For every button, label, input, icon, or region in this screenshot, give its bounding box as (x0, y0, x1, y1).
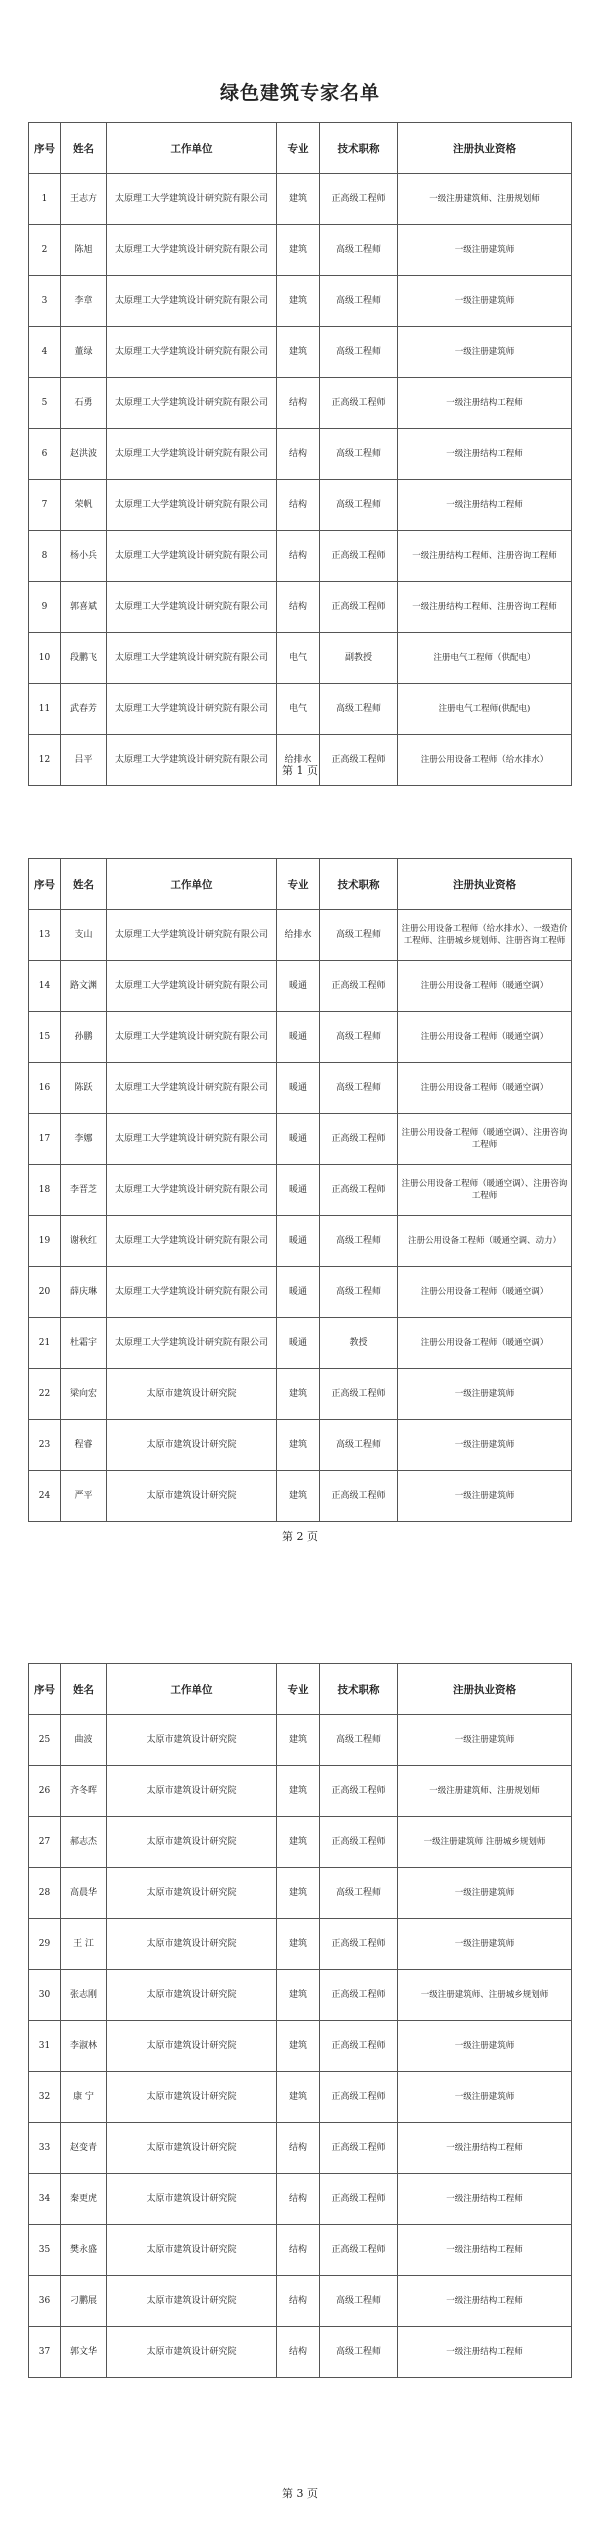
header-row (29, 123, 572, 174)
unit-cell: 太原理工大学建筑设计研究院有限公司 (107, 633, 277, 684)
title-cell: 正高级工程师 (320, 1369, 398, 1420)
table-row (29, 1165, 572, 1216)
title-cell: 正高级工程师 (320, 1114, 398, 1165)
title-cell: 高级工程师 (320, 2276, 398, 2327)
unit-cell: 太原理工大学建筑设计研究院有限公司 (107, 174, 277, 225)
major-cell: 暖通 (277, 1012, 320, 1063)
qualification-cell: 注册公用设备工程师（暖通空调） (398, 1318, 572, 1369)
name-cell: 郭喜斌 (61, 582, 107, 633)
title-cell: 高级工程师 (320, 225, 398, 276)
seq-cell: 8 (29, 531, 61, 582)
name-cell: 曲波 (61, 1715, 107, 1766)
unit-cell: 太原市建筑设计研究院 (107, 1868, 277, 1919)
seq-cell: 18 (29, 1165, 61, 1216)
title-cell: 正高级工程师 (320, 1817, 398, 1868)
document-title: 绿色建筑专家名单 (219, 82, 380, 104)
qualification-cell: 注册公用设备工程师（暖通空调） (398, 1267, 572, 1318)
major-cell: 结构 (277, 582, 320, 633)
header-col-qualification: 注册执业资格 (398, 1664, 572, 1715)
qualification-cell: 一级注册结构工程师 (398, 480, 572, 531)
major-cell: 暖通 (277, 1267, 320, 1318)
seq-cell: 4 (29, 327, 61, 378)
unit-cell: 太原理工大学建筑设计研究院有限公司 (107, 276, 277, 327)
name-cell: 赵变青 (61, 2123, 107, 2174)
title-cell: 高级工程师 (320, 429, 398, 480)
header-col-seq: 序号 (29, 1664, 61, 1715)
table-row (29, 1817, 572, 1868)
name-cell: 李章 (61, 276, 107, 327)
name-cell: 李晋芝 (61, 1165, 107, 1216)
unit-cell: 太原理工大学建筑设计研究院有限公司 (107, 910, 277, 961)
header-col-name: 姓名 (61, 1664, 107, 1715)
seq-cell: 12 (29, 735, 61, 786)
qualification-cell: 一级注册建筑师 (398, 2072, 572, 2123)
major-cell: 建筑 (277, 276, 320, 327)
name-cell: 武春芳 (61, 684, 107, 735)
table-row (29, 1715, 572, 1766)
major-cell: 结构 (277, 531, 320, 582)
header-col-major: 专业 (277, 1664, 320, 1715)
unit-cell: 太原理工大学建筑设计研究院有限公司 (107, 1012, 277, 1063)
title-cell: 正高级工程师 (320, 1919, 398, 1970)
qualification-cell: 一级注册结构工程师 (398, 2225, 572, 2276)
qualification-cell: 一级注册结构工程师 (398, 2327, 572, 2378)
page-number-1: 第 1 页 (282, 764, 318, 777)
seq-cell: 7 (29, 480, 61, 531)
name-cell: 董绿 (61, 327, 107, 378)
expert-table-page-3 (28, 1663, 572, 2378)
name-cell: 路文渊 (61, 961, 107, 1012)
qualification-cell: 一级注册建筑师 (398, 2021, 572, 2072)
major-cell: 建筑 (277, 1868, 320, 1919)
unit-cell: 太原理工大学建筑设计研究院有限公司 (107, 429, 277, 480)
major-cell: 建筑 (277, 225, 320, 276)
qualification-cell: 注册公用设备工程师（给水排水）、一级造价工程师、注册城乡规划师、注册咨询工程师 (398, 910, 572, 961)
table-row (29, 480, 572, 531)
table-row (29, 1766, 572, 1817)
seq-cell: 24 (29, 1471, 61, 1522)
header-col-major: 专业 (277, 859, 320, 910)
table-row (29, 2327, 572, 2378)
seq-cell: 17 (29, 1114, 61, 1165)
name-cell: 段鹏飞 (61, 633, 107, 684)
major-cell: 建筑 (277, 1420, 320, 1471)
qualification-cell: 一级注册结构工程师 (398, 2276, 572, 2327)
seq-cell: 3 (29, 276, 61, 327)
table-row (29, 1012, 572, 1063)
table-row (29, 1919, 572, 1970)
major-cell: 建筑 (277, 1471, 320, 1522)
table-row (29, 1970, 572, 2021)
unit-cell: 太原理工大学建筑设计研究院有限公司 (107, 735, 277, 786)
title-cell: 高级工程师 (320, 1715, 398, 1766)
qualification-cell: 一级注册建筑师、注册城乡规划师 (398, 1970, 572, 2021)
name-cell: 吕平 (61, 735, 107, 786)
name-cell: 梁向宏 (61, 1369, 107, 1420)
qualification-cell: 一级注册建筑师 (398, 1715, 572, 1766)
name-cell: 谢秋红 (61, 1216, 107, 1267)
major-cell: 暖通 (277, 1216, 320, 1267)
unit-cell: 太原市建筑设计研究院 (107, 1420, 277, 1471)
table-row (29, 276, 572, 327)
title-cell: 正高级工程师 (320, 582, 398, 633)
table-row (29, 2276, 572, 2327)
major-cell: 暖通 (277, 1318, 320, 1369)
table-row (29, 1369, 572, 1420)
table-row (29, 1420, 572, 1471)
major-cell: 建筑 (277, 1715, 320, 1766)
title-cell: 高级工程师 (320, 1216, 398, 1267)
qualification-cell: 一级注册结构工程师 (398, 429, 572, 480)
seq-cell: 35 (29, 2225, 61, 2276)
header-col-qualification: 注册执业资格 (398, 859, 572, 910)
unit-cell: 太原理工大学建筑设计研究院有限公司 (107, 1216, 277, 1267)
major-cell: 结构 (277, 480, 320, 531)
qualification-cell: 注册电气工程师（供配电） (398, 633, 572, 684)
header-col-unit: 工作单位 (107, 1664, 277, 1715)
seq-cell: 36 (29, 2276, 61, 2327)
seq-cell: 11 (29, 684, 61, 735)
name-cell: 齐冬晖 (61, 1766, 107, 1817)
name-cell: 王 江 (61, 1919, 107, 1970)
seq-cell: 19 (29, 1216, 61, 1267)
name-cell: 陈跃 (61, 1063, 107, 1114)
major-cell: 暖通 (277, 1114, 320, 1165)
major-cell: 给排水 (277, 735, 320, 786)
unit-cell: 太原市建筑设计研究院 (107, 2123, 277, 2174)
qualification-cell: 一级注册建筑师 (398, 1868, 572, 1919)
expert-table-page-1 (28, 122, 572, 786)
table-row (29, 174, 572, 225)
title-cell: 正高级工程师 (320, 531, 398, 582)
table-row (29, 582, 572, 633)
header-row (29, 859, 572, 910)
major-cell: 建筑 (277, 1919, 320, 1970)
unit-cell: 太原市建筑设计研究院 (107, 1471, 277, 1522)
header-col-name: 姓名 (61, 123, 107, 174)
major-cell: 电气 (277, 684, 320, 735)
seq-cell: 2 (29, 225, 61, 276)
seq-cell: 37 (29, 2327, 61, 2378)
name-cell: 石勇 (61, 378, 107, 429)
name-cell: 薛庆琳 (61, 1267, 107, 1318)
seq-cell: 29 (29, 1919, 61, 1970)
qualification-cell: 注册公用设备工程师（暖通空调） (398, 1063, 572, 1114)
table-row (29, 2021, 572, 2072)
seq-cell: 28 (29, 1868, 61, 1919)
major-cell: 结构 (277, 2225, 320, 2276)
qualification-cell: 一级注册结构工程师、注册咨询工程师 (398, 531, 572, 582)
name-cell: 郭文华 (61, 2327, 107, 2378)
name-cell: 樊永盛 (61, 2225, 107, 2276)
table-row (29, 2072, 572, 2123)
major-cell: 建筑 (277, 1817, 320, 1868)
qualification-cell: 一级注册建筑师、注册规划师 (398, 1766, 572, 1817)
title-cell: 正高级工程师 (320, 2021, 398, 2072)
title-cell: 高级工程师 (320, 1267, 398, 1318)
major-cell: 建筑 (277, 1369, 320, 1420)
major-cell: 结构 (277, 2123, 320, 2174)
seq-cell: 25 (29, 1715, 61, 1766)
name-cell: 李娜 (61, 1114, 107, 1165)
major-cell: 给排水 (277, 910, 320, 961)
table-row (29, 327, 572, 378)
table-row (29, 429, 572, 480)
unit-cell: 太原理工大学建筑设计研究院有限公司 (107, 684, 277, 735)
major-cell: 结构 (277, 2276, 320, 2327)
title-cell: 正高级工程师 (320, 961, 398, 1012)
table-row (29, 531, 572, 582)
unit-cell: 太原理工大学建筑设计研究院有限公司 (107, 1063, 277, 1114)
seq-cell: 31 (29, 2021, 61, 2072)
major-cell: 结构 (277, 2174, 320, 2225)
table-row (29, 1216, 572, 1267)
seq-cell: 22 (29, 1369, 61, 1420)
table-row (29, 1868, 572, 1919)
major-cell: 建筑 (277, 327, 320, 378)
unit-cell: 太原理工大学建筑设计研究院有限公司 (107, 961, 277, 1012)
header-col-title: 技术职称 (320, 1664, 398, 1715)
title-cell: 高级工程师 (320, 1063, 398, 1114)
qualification-cell: 一级注册建筑师、注册规划师 (398, 174, 572, 225)
title-cell: 正高级工程师 (320, 2174, 398, 2225)
seq-cell: 5 (29, 378, 61, 429)
header-col-unit: 工作单位 (107, 859, 277, 910)
unit-cell: 太原理工大学建筑设计研究院有限公司 (107, 1267, 277, 1318)
expert-table-page-2 (28, 858, 572, 1522)
title-cell: 正高级工程师 (320, 1471, 398, 1522)
qualification-cell: 一级注册结构工程师 (398, 2123, 572, 2174)
qualification-cell: 一级注册建筑师 (398, 327, 572, 378)
qualification-cell: 一级注册建筑师 (398, 225, 572, 276)
unit-cell: 太原市建筑设计研究院 (107, 1817, 277, 1868)
seq-cell: 23 (29, 1420, 61, 1471)
seq-cell: 10 (29, 633, 61, 684)
name-cell: 李淑林 (61, 2021, 107, 2072)
qualification-cell: 一级注册结构工程师、注册咨询工程师 (398, 582, 572, 633)
seq-cell: 30 (29, 1970, 61, 2021)
title-cell: 高级工程师 (320, 2327, 398, 2378)
unit-cell: 太原理工大学建筑设计研究院有限公司 (107, 1318, 277, 1369)
seq-cell: 16 (29, 1063, 61, 1114)
header-col-seq: 序号 (29, 123, 61, 174)
table-row (29, 684, 572, 735)
header-col-seq: 序号 (29, 859, 61, 910)
table-row (29, 225, 572, 276)
qualification-cell: 注册公用设备工程师（暖通空调）、注册咨询工程师 (398, 1165, 572, 1216)
unit-cell: 太原理工大学建筑设计研究院有限公司 (107, 1114, 277, 1165)
seq-cell: 15 (29, 1012, 61, 1063)
title-cell: 正高级工程师 (320, 1766, 398, 1817)
name-cell: 荣帆 (61, 480, 107, 531)
major-cell: 建筑 (277, 2021, 320, 2072)
major-cell: 建筑 (277, 174, 320, 225)
seq-cell: 26 (29, 1766, 61, 1817)
unit-cell: 太原市建筑设计研究院 (107, 2021, 277, 2072)
title-cell: 正高级工程师 (320, 735, 398, 786)
qualification-cell: 注册公用设备工程师（暖通空调）、注册咨询工程师 (398, 1114, 572, 1165)
table-row (29, 2225, 572, 2276)
major-cell: 建筑 (277, 1970, 320, 2021)
unit-cell: 太原理工大学建筑设计研究院有限公司 (107, 582, 277, 633)
header-col-major: 专业 (277, 123, 320, 174)
unit-cell: 太原市建筑设计研究院 (107, 2072, 277, 2123)
header-col-unit: 工作单位 (107, 123, 277, 174)
title-cell: 高级工程师 (320, 276, 398, 327)
name-cell: 郝志杰 (61, 1817, 107, 1868)
qualification-cell: 一级注册建筑师 (398, 276, 572, 327)
page-number-3: 第 3 页 (282, 2487, 318, 2500)
name-cell: 张志刚 (61, 1970, 107, 2021)
seq-cell: 1 (29, 174, 61, 225)
qualification-cell: 注册公用设备工程师（给水排水） (398, 735, 572, 786)
name-cell: 赵洪波 (61, 429, 107, 480)
table-row (29, 1318, 572, 1369)
unit-cell: 太原市建筑设计研究院 (107, 2225, 277, 2276)
qualification-cell: 一级注册建筑师 注册城乡规划师 (398, 1817, 572, 1868)
title-cell: 高级工程师 (320, 1868, 398, 1919)
title-cell: 高级工程师 (320, 1420, 398, 1471)
name-cell: 程睿 (61, 1420, 107, 1471)
table-row (29, 2123, 572, 2174)
unit-cell: 太原市建筑设计研究院 (107, 1919, 277, 1970)
page-number-2: 第 2 页 (282, 1530, 318, 1543)
unit-cell: 太原市建筑设计研究院 (107, 2174, 277, 2225)
title-cell: 教授 (320, 1318, 398, 1369)
qualification-cell: 一级注册建筑师 (398, 1369, 572, 1420)
table-row (29, 378, 572, 429)
unit-cell: 太原市建筑设计研究院 (107, 1970, 277, 2021)
name-cell: 支山 (61, 910, 107, 961)
title-cell: 正高级工程师 (320, 174, 398, 225)
seq-cell: 6 (29, 429, 61, 480)
major-cell: 暖通 (277, 961, 320, 1012)
unit-cell: 太原市建筑设计研究院 (107, 1715, 277, 1766)
table-row (29, 1267, 572, 1318)
table-row (29, 910, 572, 961)
major-cell: 建筑 (277, 2072, 320, 2123)
unit-cell: 太原理工大学建筑设计研究院有限公司 (107, 531, 277, 582)
title-cell: 正高级工程师 (320, 2072, 398, 2123)
name-cell: 康 宁 (61, 2072, 107, 2123)
unit-cell: 太原理工大学建筑设计研究院有限公司 (107, 480, 277, 531)
seq-cell: 9 (29, 582, 61, 633)
header-col-qualification: 注册执业资格 (398, 123, 572, 174)
title-cell: 正高级工程师 (320, 2225, 398, 2276)
seq-cell: 13 (29, 910, 61, 961)
unit-cell: 太原市建筑设计研究院 (107, 2327, 277, 2378)
qualification-cell: 一级注册建筑师 (398, 1471, 572, 1522)
title-cell: 正高级工程师 (320, 1165, 398, 1216)
qualification-cell: 注册公用设备工程师（暖通空调、动力） (398, 1216, 572, 1267)
title-cell: 高级工程师 (320, 684, 398, 735)
name-cell: 孙鹏 (61, 1012, 107, 1063)
name-cell: 杨小兵 (61, 531, 107, 582)
unit-cell: 太原理工大学建筑设计研究院有限公司 (107, 378, 277, 429)
header-row (29, 1664, 572, 1715)
qualification-cell: 注册公用设备工程师（暖通空调） (398, 1012, 572, 1063)
table-row (29, 1063, 572, 1114)
title-cell: 副教授 (320, 633, 398, 684)
qualification-cell: 一级注册建筑师 (398, 1420, 572, 1471)
name-cell: 刁鹏展 (61, 2276, 107, 2327)
unit-cell: 太原理工大学建筑设计研究院有限公司 (107, 225, 277, 276)
title-cell: 高级工程师 (320, 480, 398, 531)
seq-cell: 27 (29, 1817, 61, 1868)
name-cell: 高晨华 (61, 1868, 107, 1919)
table-row (29, 633, 572, 684)
name-cell: 王志方 (61, 174, 107, 225)
title-cell: 正高级工程师 (320, 2123, 398, 2174)
table-row (29, 2174, 572, 2225)
seq-cell: 21 (29, 1318, 61, 1369)
table-row (29, 961, 572, 1012)
seq-cell: 20 (29, 1267, 61, 1318)
header-col-title: 技术职称 (320, 123, 398, 174)
qualification-cell: 一级注册结构工程师 (398, 378, 572, 429)
seq-cell: 32 (29, 2072, 61, 2123)
name-cell: 严平 (61, 1471, 107, 1522)
header-col-name: 姓名 (61, 859, 107, 910)
major-cell: 暖通 (277, 1165, 320, 1216)
major-cell: 结构 (277, 429, 320, 480)
name-cell: 陈旭 (61, 225, 107, 276)
qualification-cell: 注册电气工程师(供配电) (398, 684, 572, 735)
title-cell: 正高级工程师 (320, 378, 398, 429)
major-cell: 电气 (277, 633, 320, 684)
header-col-title: 技术职称 (320, 859, 398, 910)
unit-cell: 太原市建筑设计研究院 (107, 1766, 277, 1817)
title-cell: 高级工程师 (320, 910, 398, 961)
seq-cell: 14 (29, 961, 61, 1012)
title-cell: 高级工程师 (320, 1012, 398, 1063)
name-cell: 秦更虎 (61, 2174, 107, 2225)
unit-cell: 太原理工大学建筑设计研究院有限公司 (107, 327, 277, 378)
major-cell: 结构 (277, 378, 320, 429)
title-cell: 正高级工程师 (320, 1970, 398, 2021)
major-cell: 结构 (277, 2327, 320, 2378)
unit-cell: 太原理工大学建筑设计研究院有限公司 (107, 1165, 277, 1216)
major-cell: 暖通 (277, 1063, 320, 1114)
seq-cell: 34 (29, 2174, 61, 2225)
table-row (29, 1471, 572, 1522)
table-row (29, 1114, 572, 1165)
qualification-cell: 一级注册结构工程师 (398, 2174, 572, 2225)
title-cell: 高级工程师 (320, 327, 398, 378)
name-cell: 杜霜宇 (61, 1318, 107, 1369)
qualification-cell: 注册公用设备工程师（暖通空调） (398, 961, 572, 1012)
major-cell: 建筑 (277, 1766, 320, 1817)
unit-cell: 太原市建筑设计研究院 (107, 1369, 277, 1420)
unit-cell: 太原市建筑设计研究院 (107, 2276, 277, 2327)
qualification-cell: 一级注册建筑师 (398, 1919, 572, 1970)
seq-cell: 33 (29, 2123, 61, 2174)
